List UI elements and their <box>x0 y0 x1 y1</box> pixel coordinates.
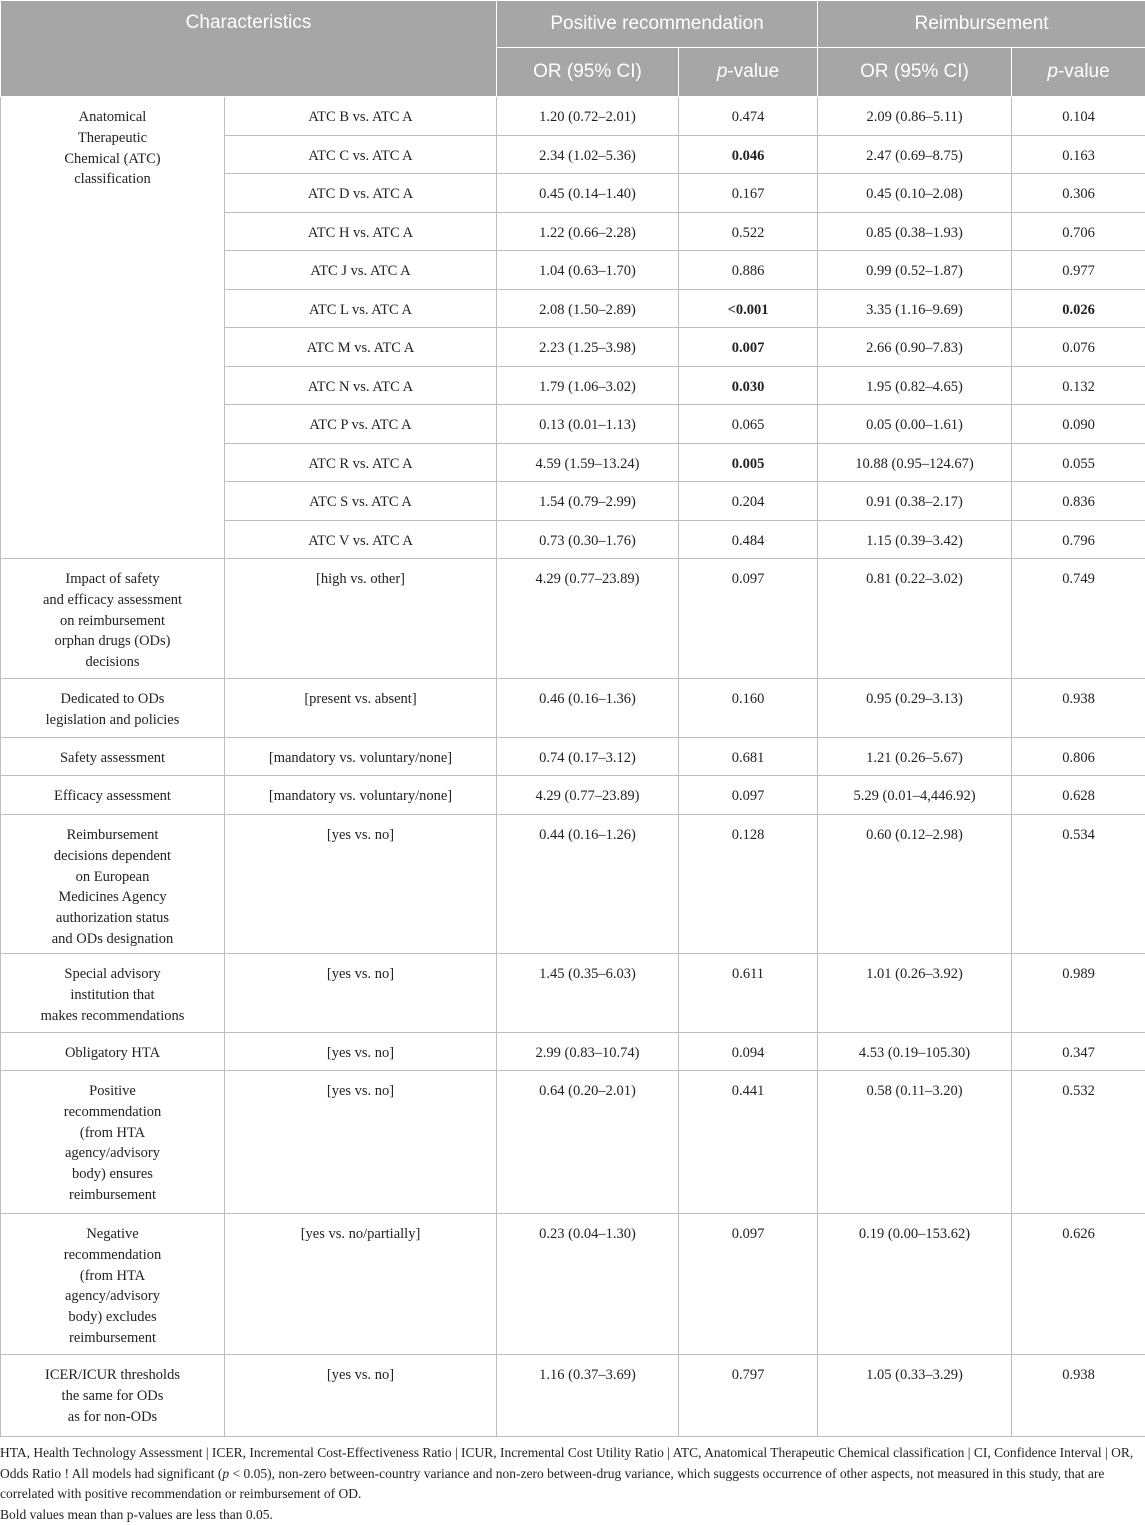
header-reimbursement: Reimbursement <box>818 1 1145 48</box>
comparison-cell: ATC S vs. ATC A <box>225 482 497 521</box>
positive-p-cell: 0.167 <box>679 174 818 213</box>
comparison-cell: [high vs. other] <box>225 559 497 679</box>
table-row <box>1 776 1145 815</box>
characteristic-cell: Obligatory HTA <box>1 1033 225 1071</box>
reimbursement-p-cell: 0.104 <box>1012 97 1145 136</box>
positive-or-cell: 2.99 (0.83–10.74) <box>497 1033 679 1071</box>
reimbursement-or-cell: 0.19 (0.00–153.62) <box>818 1214 1012 1355</box>
positive-or-cell: 0.13 (0.01–1.13) <box>497 405 679 444</box>
reimbursement-or-cell: 0.85 (0.38–1.93) <box>818 213 1012 251</box>
reimbursement-or-cell: 1.95 (0.82–4.65) <box>818 367 1012 405</box>
reimbursement-or-cell: 1.21 (0.26–5.67) <box>818 738 1012 776</box>
characteristic-cell: Special advisory institution that makes recommendations <box>1 954 225 1033</box>
table-header <box>1 1 1145 97</box>
positive-or-cell: 1.54 (0.79–2.99) <box>497 482 679 521</box>
comparison-cell: ATC H vs. ATC A <box>225 213 497 251</box>
positive-or-cell: 1.04 (0.63–1.70) <box>497 251 679 290</box>
comparison-cell: ATC P vs. ATC A <box>225 405 497 444</box>
positive-or-cell: 1.16 (0.37–3.69) <box>497 1355 679 1437</box>
positive-p-cell: 0.065 <box>679 405 818 444</box>
comparison-cell: [yes vs. no] <box>225 1071 497 1214</box>
positive-or-cell: 1.22 (0.66–2.28) <box>497 213 679 251</box>
reimbursement-or-cell: 10.88 (0.95–124.67) <box>818 444 1012 482</box>
positive-p-cell: 0.611 <box>679 954 818 1033</box>
reimbursement-p-cell: 0.749 <box>1012 559 1145 679</box>
comparison-cell: [present vs. absent] <box>225 679 497 738</box>
comparison-cell: ATC N vs. ATC A <box>225 367 497 405</box>
reimbursement-p-cell: 0.628 <box>1012 776 1145 815</box>
table-row <box>1 954 1145 1033</box>
positive-or-cell: 1.45 (0.35–6.03) <box>497 954 679 1033</box>
characteristic-cell: Reimbursement decisions dependent on European Medicines Agency authorization status and ODs designation <box>1 815 225 954</box>
reimbursement-or-cell: 3.35 (1.16–9.69) <box>818 290 1012 328</box>
positive-or-cell: 0.23 (0.04–1.30) <box>497 1214 679 1355</box>
comparison-cell: [yes vs. no] <box>225 954 497 1033</box>
reimbursement-p-cell: 0.989 <box>1012 954 1145 1033</box>
positive-p-cell: 0.797 <box>679 1355 818 1437</box>
comparison-cell: [yes vs. no] <box>225 1033 497 1071</box>
reimbursement-p-cell: 0.938 <box>1012 1355 1145 1437</box>
reimbursement-p-cell: 0.163 <box>1012 136 1145 174</box>
positive-p-cell: 0.097 <box>679 559 818 679</box>
reimbursement-or-cell: 0.05 (0.00–1.61) <box>818 405 1012 444</box>
reimbursement-or-cell: 2.09 (0.86–5.11) <box>818 97 1012 136</box>
footnote-abbrev-after: < 0.05), non-zero between-country variance and non-zero between-drug variance, which suggests occurrence of other aspects, not measured in this study, that are correlated with positive recommendation or reimbursement of OD. <box>0 1465 1105 1501</box>
positive-p-cell: 0.681 <box>679 738 818 776</box>
table-row <box>1 1214 1145 1355</box>
reimbursement-p-cell: 0.532 <box>1012 1071 1145 1214</box>
header-pos-p-value <box>679 48 818 97</box>
positive-p-cell: 0.005 <box>679 444 818 482</box>
reimbursement-p-cell: 0.796 <box>1012 521 1145 559</box>
comparison-cell: ATC C vs. ATC A <box>225 136 497 174</box>
characteristic-cell: Positive recommendation (from HTA agency/advisory body) ensures reimbursement <box>1 1071 225 1214</box>
table-row <box>1 1071 1145 1214</box>
header-reimb-or-ci: OR (95% CI) <box>818 48 1012 97</box>
header-pos-p-italic: p <box>716 61 728 82</box>
positive-p-cell: 0.030 <box>679 367 818 405</box>
positive-or-cell: 2.23 (1.25–3.98) <box>497 328 679 367</box>
positive-p-cell: 0.886 <box>679 251 818 290</box>
reimbursement-p-cell: 0.055 <box>1012 444 1145 482</box>
positive-or-cell: 2.34 (1.02–5.36) <box>497 136 679 174</box>
characteristic-cell: Safety assessment <box>1 738 225 776</box>
reimbursement-or-cell: 0.99 (0.52–1.87) <box>818 251 1012 290</box>
characteristic-cell: Negative recommendation (from HTA agency/advisory body) excludes reimbursement <box>1 1214 225 1355</box>
table-row <box>1 1033 1145 1071</box>
reimbursement-or-cell: 2.47 (0.69–8.75) <box>818 136 1012 174</box>
reimbursement-or-cell: 4.53 (0.19–105.30) <box>818 1033 1012 1071</box>
footnote-abbreviations <box>0 1443 1140 1505</box>
reimbursement-p-cell: 0.836 <box>1012 482 1145 521</box>
table-row <box>1 559 1145 679</box>
comparison-cell: ATC M vs. ATC A <box>225 328 497 367</box>
atc-classification-label: Anatomical Therapeutic Chemical (ATC) classification <box>1 97 225 559</box>
comparison-cell: ATC D vs. ATC A <box>225 174 497 213</box>
reimbursement-p-cell: 0.090 <box>1012 405 1145 444</box>
positive-or-cell: 0.46 (0.16–1.36) <box>497 679 679 738</box>
reimbursement-p-cell: 0.534 <box>1012 815 1145 954</box>
table-row <box>1 1355 1145 1437</box>
positive-p-cell: 0.474 <box>679 97 818 136</box>
reimbursement-or-cell: 1.15 (0.39–3.42) <box>818 521 1012 559</box>
table-footnote <box>0 1443 1140 1525</box>
reimbursement-or-cell: 1.01 (0.26–3.92) <box>818 954 1012 1033</box>
positive-or-cell: 4.29 (0.77–23.89) <box>497 559 679 679</box>
positive-or-cell: 0.73 (0.30–1.76) <box>497 521 679 559</box>
table-row <box>1 815 1145 954</box>
positive-or-cell: 4.59 (1.59–13.24) <box>497 444 679 482</box>
positive-or-cell: 0.64 (0.20–2.01) <box>497 1071 679 1214</box>
comparison-cell: ATC J vs. ATC A <box>225 251 497 290</box>
reimbursement-or-cell: 0.95 (0.29–3.13) <box>818 679 1012 738</box>
comparison-cell: [mandatory vs. voluntary/none] <box>225 738 497 776</box>
comparison-cell: ATC L vs. ATC A <box>225 290 497 328</box>
header-reimb-p-suffix: -value <box>1057 61 1110 82</box>
comparison-cell: [yes vs. no] <box>225 815 497 954</box>
footnote-bold-note: Bold values mean than p-values are less than 0.05. <box>0 1506 273 1522</box>
table-row <box>1 97 1145 136</box>
header-pos-p-suffix: -value <box>727 61 780 82</box>
reimbursement-p-cell: 0.306 <box>1012 174 1145 213</box>
reimbursement-or-cell: 0.91 (0.38–2.17) <box>818 482 1012 521</box>
footnote-abbrev-before: HTA, Health Technology Assessment | ICER, Incremental Cost-Effectiveness Ratio | ICUR, Incremental Cost Utility Ratio | ATC, Anatomical Therapeutic Chemical classification | CI, Confidence Interval | OR, Odds Ratio ! All models had significant ( <box>0 1445 1134 1481</box>
positive-or-cell: 0.44 (0.16–1.26) <box>497 815 679 954</box>
reimbursement-p-cell: 0.977 <box>1012 251 1145 290</box>
positive-or-cell: 2.08 (1.50–2.89) <box>497 290 679 328</box>
comparison-cell: ATC R vs. ATC A <box>225 444 497 482</box>
reimbursement-or-cell: 0.60 (0.12–2.98) <box>818 815 1012 954</box>
table-row <box>1 738 1145 776</box>
reimbursement-or-cell: 5.29 (0.01–4,446.92) <box>818 776 1012 815</box>
positive-p-cell: 0.046 <box>679 136 818 174</box>
reimbursement-p-cell: 0.026 <box>1012 290 1145 328</box>
characteristic-cell: Dedicated to ODs legislation and policies <box>1 679 225 738</box>
reimbursement-p-cell: 0.938 <box>1012 679 1145 738</box>
positive-p-cell: <0.001 <box>679 290 818 328</box>
positive-p-cell: 0.160 <box>679 679 818 738</box>
reimbursement-p-cell: 0.806 <box>1012 738 1145 776</box>
positive-p-cell: 0.094 <box>679 1033 818 1071</box>
positive-or-cell: 0.45 (0.14–1.40) <box>497 174 679 213</box>
positive-or-cell: 0.74 (0.17–3.12) <box>497 738 679 776</box>
reimbursement-p-cell: 0.626 <box>1012 1214 1145 1355</box>
positive-p-cell: 0.522 <box>679 213 818 251</box>
characteristic-cell: ICER/ICUR thresholds the same for ODs as for non-ODs <box>1 1355 225 1437</box>
comparison-cell: [mandatory vs. voluntary/none] <box>225 776 497 815</box>
footnote-p-italic: p <box>222 1465 230 1481</box>
header-positive-recommendation: Positive recommendation <box>497 1 818 48</box>
positive-or-cell: 1.20 (0.72–2.01) <box>497 97 679 136</box>
comparison-cell: ATC V vs. ATC A <box>225 521 497 559</box>
reimbursement-p-cell: 0.132 <box>1012 367 1145 405</box>
positive-p-cell: 0.204 <box>679 482 818 521</box>
positive-p-cell: 0.441 <box>679 1071 818 1214</box>
positive-p-cell: 0.128 <box>679 815 818 954</box>
positive-p-cell: 0.007 <box>679 328 818 367</box>
characteristic-cell: Efficacy assessment <box>1 776 225 815</box>
header-pos-or-ci: OR (95% CI) <box>497 48 679 97</box>
reimbursement-or-cell: 1.05 (0.33–3.29) <box>818 1355 1012 1437</box>
table-body <box>1 97 1145 1437</box>
reimbursement-or-cell: 0.81 (0.22–3.02) <box>818 559 1012 679</box>
positive-p-cell: 0.484 <box>679 521 818 559</box>
positive-or-cell: 1.79 (1.06–3.02) <box>497 367 679 405</box>
positive-or-cell: 4.29 (0.77–23.89) <box>497 776 679 815</box>
positive-p-cell: 0.097 <box>679 1214 818 1355</box>
comparison-cell: [yes vs. no] <box>225 1355 497 1437</box>
reimbursement-or-cell: 2.66 (0.90–7.83) <box>818 328 1012 367</box>
reimbursement-or-cell: 0.58 (0.11–3.20) <box>818 1071 1012 1214</box>
comparison-cell: ATC B vs. ATC A <box>225 97 497 136</box>
characteristic-cell: Impact of safety and efficacy assessment on reimbursement orphan drugs (ODs) decisions <box>1 559 225 679</box>
header-reimb-p-italic: p <box>1047 61 1058 82</box>
reimbursement-p-cell: 0.347 <box>1012 1033 1145 1071</box>
comparison-cell: [yes vs. no/partially] <box>225 1214 497 1355</box>
header-characteristics: Characteristics <box>1 1 497 97</box>
positive-p-cell: 0.097 <box>679 776 818 815</box>
reimbursement-p-cell: 0.076 <box>1012 328 1145 367</box>
table-row <box>1 679 1145 738</box>
header-reimb-p-value <box>1012 48 1145 97</box>
reimbursement-p-cell: 0.706 <box>1012 213 1145 251</box>
reimbursement-or-cell: 0.45 (0.10–2.08) <box>818 174 1012 213</box>
